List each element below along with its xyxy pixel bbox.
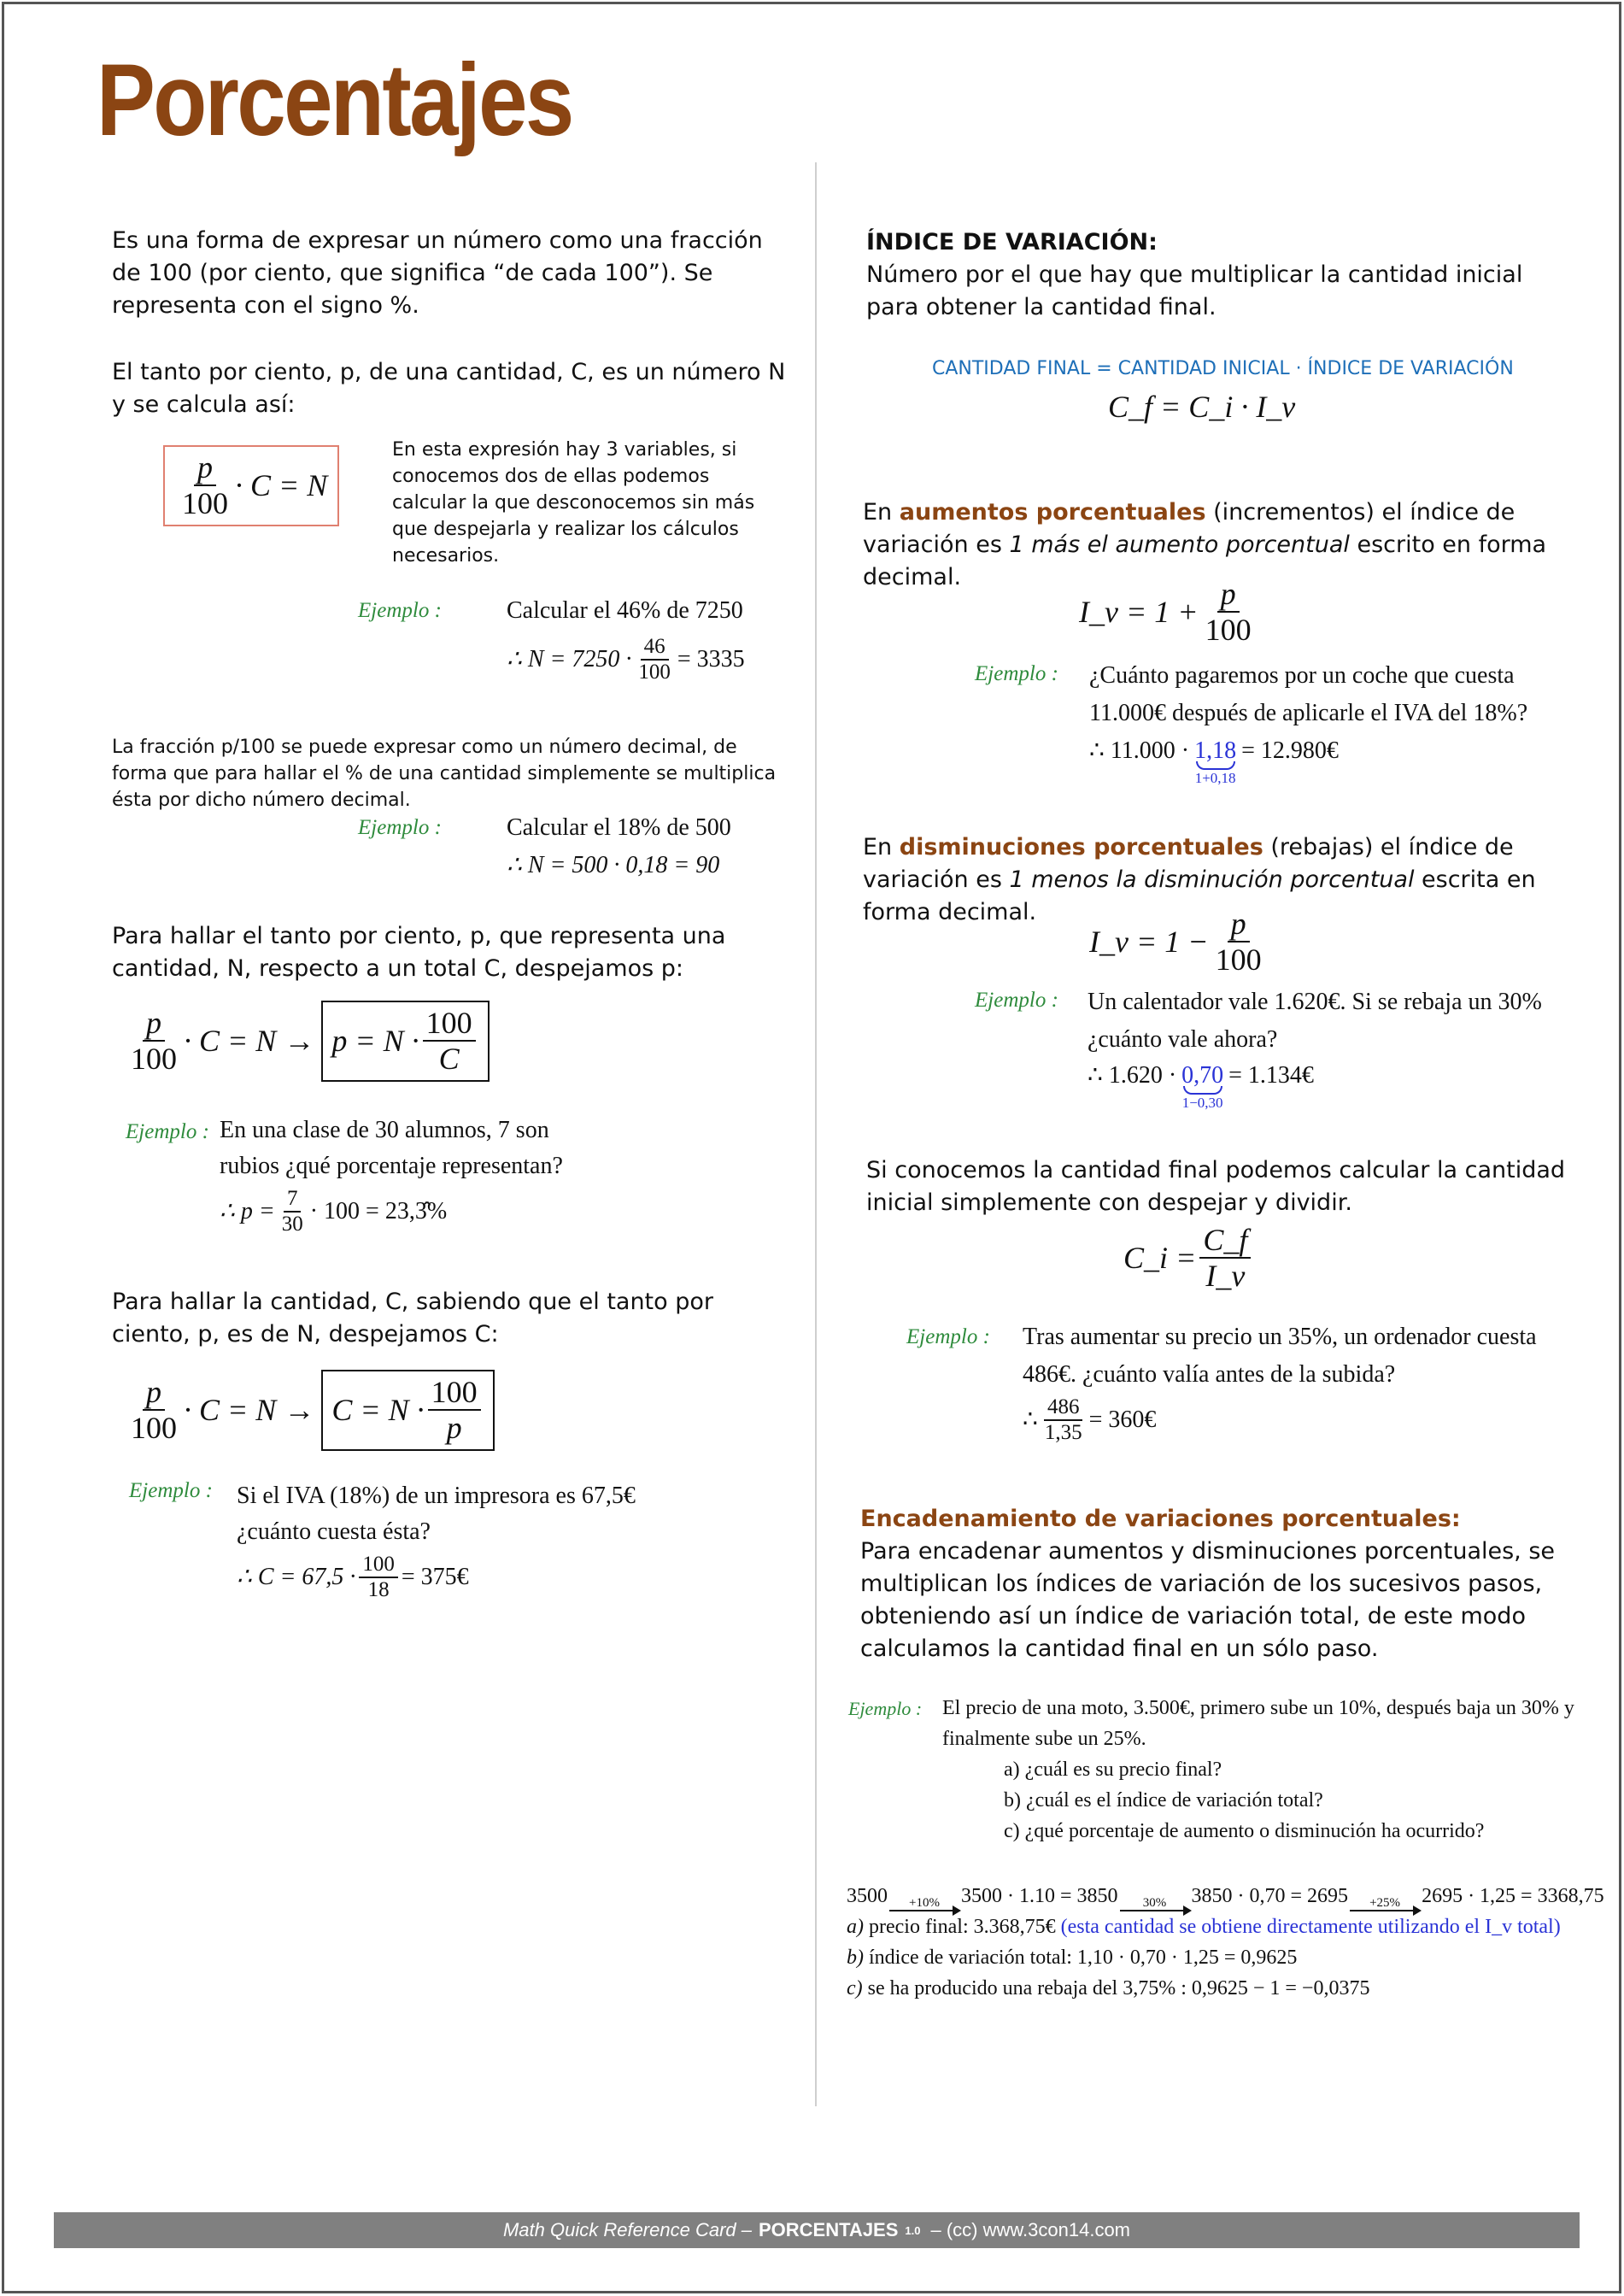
example-question: Un calentador vale 1.620€. Si se rebaja un 30%: [1088, 989, 1542, 1015]
formula-c: $\frac{p}{100}$ · C = N → C = N · $\frac{100}{p}$: [124, 1370, 495, 1451]
example-solution: ∴ 1.620 · 0,70 1−0,30 = 1.134€: [1088, 1062, 1314, 1111]
ejemplo-label: Ejemplo :: [129, 1479, 213, 1502]
formula-iv-minus: I_v = 1 − $\frac{p}{100}$: [1089, 907, 1262, 978]
ejemplo-label: Ejemplo :: [975, 989, 1058, 1012]
example-question: ¿Cuánto pagaremos por un coche que cuesta: [1089, 662, 1515, 689]
example-solution: ∴ p = $\frac{7}{30}$ · 100 = 23,3̂%: [220, 1187, 448, 1236]
variables-note: En esta expresión hay 3 variables, si conocemos dos de ellas podemos calcular la que desconocemos sin más que despejarla y realizar los cálculos necesarios.: [392, 439, 755, 567]
ejemplo-label: Ejemplo :: [358, 599, 442, 622]
example-question: 11.000€ después de aplicarle el IVA del 18%?: [1089, 700, 1528, 726]
answer-a: a) precio final: 3.368,75€ (esta cantidad se obtiene directamente utilizando el I_v total): [847, 1916, 1561, 1938]
hallar-c-text: Para hallar la cantidad, C, sabiendo que el tanto por ciento, p, es de N, despejamos C:: [112, 1289, 714, 1348]
formula-p: $\frac{p}{100}$ · C = N → p = N · $\frac{100}{C}$: [124, 1001, 490, 1082]
example-question: Tras aumentar su precio un 35%, un ordenador cuesta: [1023, 1324, 1537, 1350]
formula-iv-plus: I_v = 1 + $\frac{p}{100}$: [1079, 577, 1252, 648]
question-c: c) ¿qué porcentaje de aumento o disminución ha ocurrido?: [1004, 1820, 1485, 1842]
example-question: En una clase de 30 alumnos, 7 son: [220, 1117, 549, 1143]
tanto-text: El tanto por ciento, p, de una cantidad, C, es un número N y se calcula así:: [112, 359, 786, 418]
decimal-text: La fracción p/100 se puede expresar como un número decimal, de forma que para hallar el % de una cantidad simplemente se multiplica ésta por dicho número decimal.: [112, 737, 777, 811]
formula-cf: C_f = C_i · I_v: [1108, 390, 1296, 424]
page: [2, 2, 1621, 2293]
ejemplo-label: Ejemplo :: [358, 816, 442, 839]
indice-title: ÍNDICE DE VARIACIÓN:: [866, 229, 1158, 255]
example-question: El precio de una moto, 3.500€, primero sube un 10%, después baja un 30% y: [942, 1697, 1574, 1719]
formula-words: CANTIDAD FINAL = CANTIDAD INICIAL · ÍNDICE DE VARIACIÓN: [932, 358, 1514, 379]
example-question: rubios ¿qué porcentaje representan?: [220, 1153, 563, 1179]
example-solution: ∴ N = 500 · 0,18 = 90: [507, 852, 720, 878]
page-title: Porcentajes: [97, 43, 572, 157]
chain-calculation: 3500 +10% 3500 · 1.10 = 3850 30% 3850 · 0,70 = 2695 +25% 2695 · 1,25 = 3368,75: [847, 1885, 1604, 1910]
example-question: Calcular el 46% de 7250: [507, 597, 743, 624]
example-solution: ∴ 11.000 · 1,18 1+0,18 = 12.980€: [1089, 737, 1339, 786]
ejemplo-label: Ejemplo :: [906, 1325, 990, 1348]
answer-b: b) índice de variación total: 1,10 · 0,70 · 1,25 = 0,9625: [847, 1947, 1298, 1969]
aumentos-text: En aumentos porcentuales (incrementos) el índice de variación es 1 más el aumento porcentual escrito en forma decimal.: [863, 499, 1547, 590]
hallar-p-text: Para hallar el tanto por ciento, p, que representa una cantidad, N, respecto a un total C, despejamos p:: [112, 923, 726, 982]
encadenamiento-title: Encadenamiento de variaciones porcentuales:: [860, 1506, 1461, 1532]
example-solution: ∴ $\frac{486}{1,35}$ = 360€: [1023, 1395, 1157, 1444]
encadenamiento-text: Para encadenar aumentos y disminuciones porcentuales, se multiplican los índices de variación de los sucesivos pasos, obteniendo así un índice de variación total, de este modo calculamos la cantidad final en un sólo paso.: [860, 1538, 1556, 1662]
example-question: 486€. ¿cuánto valía antes de la subida?: [1023, 1361, 1396, 1388]
intro-text: Es una forma de expresar un número como una fracción de 100 (por ciento, que significa “de cada 100”). Se representa con el signo %.: [112, 227, 763, 319]
inicial-text: Si conocemos la cantidad final podemos calcular la cantidad inicial simplemente con despejar y dividir.: [866, 1157, 1566, 1216]
footer-bar: Math Quick Reference Card – PORCENTAJES 1.0 – (cc) www.3con14.com: [54, 2212, 1580, 2248]
example-solution: ∴ N = 7250 · $\frac{46}{100}$ = 3335: [507, 635, 745, 684]
example-question: Calcular el 18% de 500: [507, 814, 731, 841]
formula-basic: $\frac{p}{100}$ · C = N: [163, 445, 339, 526]
example-solution: ∴ C = 67,5 · $\frac{100}{18}$ = 375€: [237, 1553, 469, 1601]
disminuciones-text: En disminuciones porcentuales (rebajas) el índice de variación es 1 menos la disminución porcentual escrita en forma decimal.: [863, 834, 1536, 925]
example-question: ¿cuánto cuesta ésta?: [237, 1518, 431, 1545]
ejemplo-label: Ejemplo :: [126, 1120, 209, 1143]
column-divider: [815, 162, 817, 2106]
example-question: Si el IVA (18%) de un impresora es 67,5€: [237, 1483, 636, 1509]
ejemplo-label: Ejemplo :: [848, 1698, 923, 1719]
answer-c: c) se ha producido una rebaja del 3,75% : 0,9625 − 1 = −0,0375: [847, 1977, 1370, 1999]
indice-text: Número por el que hay que multiplicar la cantidad inicial para obtener la cantidad final.: [866, 261, 1523, 320]
example-question: ¿cuánto vale ahora?: [1088, 1026, 1278, 1053]
question-b: b) ¿cuál es el índice de variación total?: [1004, 1789, 1323, 1812]
question-a: a) ¿cuál es su precio final?: [1004, 1759, 1222, 1781]
ejemplo-label: Ejemplo :: [975, 662, 1058, 685]
formula-ci: C_i = $\frac{C\_f}{I\_v}$: [1123, 1223, 1254, 1294]
example-question: finalmente sube un 25%.: [942, 1728, 1146, 1750]
